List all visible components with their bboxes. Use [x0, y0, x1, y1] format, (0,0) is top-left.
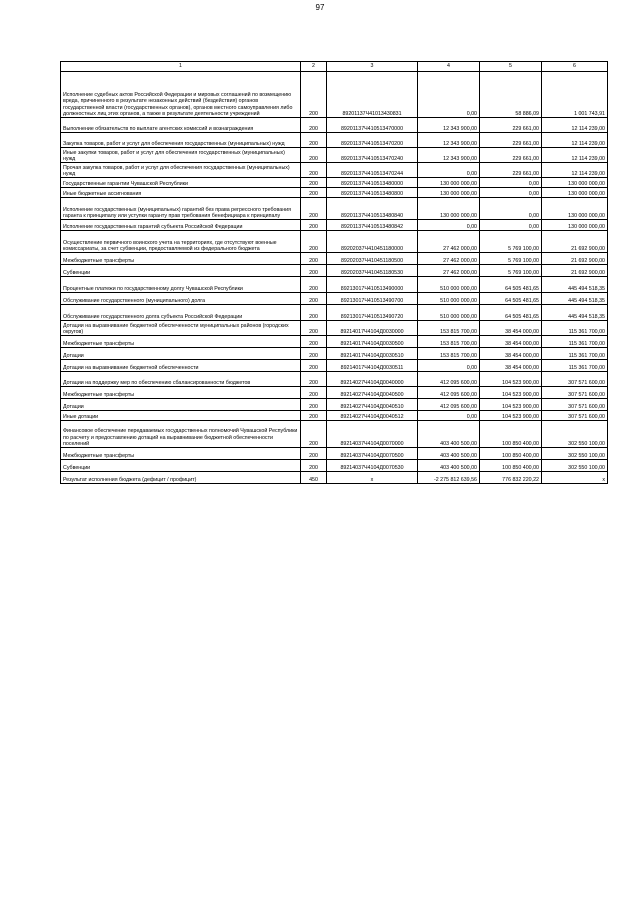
row-executed-cell: 104 523 900,00 — [480, 399, 542, 411]
table-row — [61, 148, 608, 163]
row-executed-cell: 229 661,00 — [480, 118, 542, 133]
row-classification-cell: 89201137Ч410513470000 — [327, 118, 418, 133]
row-approved-cell: 510 000 000,00 — [418, 277, 480, 293]
table-row — [61, 360, 608, 372]
row-code-cell: 200 — [301, 253, 327, 265]
table-row — [61, 348, 608, 360]
row-executed-cell: 5 769 100,00 — [480, 231, 542, 253]
table-row — [61, 253, 608, 265]
row-code-cell: 200 — [301, 321, 327, 336]
row-executed-cell: 38 454 000,00 — [480, 336, 542, 348]
table-row — [61, 387, 608, 399]
table-row — [61, 321, 608, 336]
row-code-cell: 200 — [301, 163, 327, 178]
row-executed-cell: 229 661,00 — [480, 133, 542, 148]
row-approved-cell: 510 000 000,00 — [418, 305, 480, 321]
row-code-cell: 450 — [301, 472, 327, 484]
row-remaining-cell: 307 571 600,00 — [542, 387, 608, 399]
row-remaining-cell: 21 692 900,00 — [542, 253, 608, 265]
row-code-cell: 200 — [301, 148, 327, 163]
row-remaining-cell: 302 550 100,00 — [542, 460, 608, 472]
row-remaining-cell: 12 114 239,00 — [542, 118, 608, 133]
row-remaining-cell: 445 494 518,35 — [542, 277, 608, 293]
row-name-cell: Осуществление первичного воинского учета на территориях, где отсутствуют военные комиссариаты, за счет субвенции, предоставляемой из федерального бюджета — [61, 231, 301, 253]
row-approved-cell: 0,00 — [418, 360, 480, 372]
row-code-cell: 200 — [301, 231, 327, 253]
row-name-cell: Результат исполнения бюджета (дефицит / профицит) — [61, 472, 301, 484]
table-row — [61, 472, 608, 484]
row-code-cell: 200 — [301, 293, 327, 305]
row-approved-cell: -2 275 812 639,56 — [418, 472, 480, 484]
row-name-cell: Дотации — [61, 348, 301, 360]
row-classification-cell: 89214037Ч4104Д0070530 — [327, 460, 418, 472]
header-col-5: 5 — [480, 62, 542, 72]
row-classification-cell: 89201137Ч410513480840 — [327, 198, 418, 220]
row-classification-cell: 89214027Ч4104Д0040500 — [327, 387, 418, 399]
row-name-cell: Финансовое обеспечение передаваемых государственных полномочий Чувашской Республики по расчету и предоставлению дотаций на выравнивание бюджетной обеспеченности поселений — [61, 421, 301, 448]
row-name-cell: Дотации — [61, 399, 301, 411]
row-code-cell: 200 — [301, 421, 327, 448]
row-approved-cell: 27 462 000,00 — [418, 231, 480, 253]
row-name-cell: Иные закупки товаров, работ и услуг для обеспечения государственных (муниципальных) нужд — [61, 148, 301, 163]
header-col-3: 3 — [327, 62, 418, 72]
row-approved-cell: 412 095 600,00 — [418, 387, 480, 399]
row-classification-cell: 89214027Ч4104Д0040000 — [327, 372, 418, 387]
row-code-cell: 200 — [301, 178, 327, 188]
table-row — [61, 118, 608, 133]
row-remaining-cell: 307 571 600,00 — [542, 372, 608, 387]
table-row — [61, 336, 608, 348]
table-row — [61, 188, 608, 198]
row-remaining-cell: 21 692 900,00 — [542, 265, 608, 277]
row-code-cell: 200 — [301, 348, 327, 360]
row-code-cell: 200 — [301, 387, 327, 399]
header-col-4: 4 — [418, 62, 480, 72]
table-row — [61, 460, 608, 472]
row-code-cell: 200 — [301, 72, 327, 118]
row-approved-cell: 403 400 500,00 — [418, 448, 480, 460]
row-classification-cell: 89201137Ч410513470240 — [327, 148, 418, 163]
row-name-cell: Межбюджетные трансферты — [61, 387, 301, 399]
table-row — [61, 372, 608, 387]
row-executed-cell: 229 661,00 — [480, 163, 542, 178]
row-classification-cell: 89201137Ч410513480000 — [327, 178, 418, 188]
row-code-cell: 200 — [301, 265, 327, 277]
row-classification-cell: 89202037Ч410451180530 — [327, 265, 418, 277]
row-remaining-cell: 21 692 900,00 — [542, 231, 608, 253]
row-classification-cell: 89202037Ч410451180000 — [327, 231, 418, 253]
row-name-cell: Обслуживание государственного (муниципального) долга — [61, 293, 301, 305]
row-approved-cell: 130 000 000,00 — [418, 188, 480, 198]
row-classification-cell: 89213017Ч410513490720 — [327, 305, 418, 321]
row-classification-cell: 89214017Ч4104Д0030500 — [327, 336, 418, 348]
row-executed-cell: 0,00 — [480, 198, 542, 220]
row-remaining-cell: 130 000 000,00 — [542, 188, 608, 198]
row-name-cell: Субвенции — [61, 265, 301, 277]
row-code-cell: 200 — [301, 118, 327, 133]
row-remaining-cell: 12 114 239,00 — [542, 148, 608, 163]
row-remaining-cell: 1 001 743,91 — [542, 72, 608, 118]
row-classification-cell: 89201137Ч410513480842 — [327, 220, 418, 231]
row-classification-cell: 89202037Ч410451180500 — [327, 253, 418, 265]
header-col-6: 6 — [542, 62, 608, 72]
row-name-cell: Выполнение обязательств по выплате агентских комиссий и вознаграждения — [61, 118, 301, 133]
row-code-cell: 200 — [301, 460, 327, 472]
row-code-cell: 200 — [301, 277, 327, 293]
row-remaining-cell: 445 494 518,35 — [542, 305, 608, 321]
row-remaining-cell: 115 361 700,00 — [542, 321, 608, 336]
row-code-cell: 200 — [301, 448, 327, 460]
row-executed-cell: 0,00 — [480, 220, 542, 231]
row-classification-cell: 89214017Ч4104Д0030510 — [327, 348, 418, 360]
row-name-cell: Обслуживание государственного долга субъекта Российской Федерации — [61, 305, 301, 321]
row-name-cell: Дотации на выравнивание бюджетной обеспеченности — [61, 360, 301, 372]
row-approved-cell: 0,00 — [418, 72, 480, 118]
row-executed-cell: 0,00 — [480, 188, 542, 198]
row-executed-cell: 38 454 000,00 — [480, 348, 542, 360]
row-remaining-cell: 130 000 000,00 — [542, 178, 608, 188]
row-name-cell: Межбюджетные трансферты — [61, 448, 301, 460]
table-row — [61, 277, 608, 293]
row-executed-cell: 5 769 100,00 — [480, 253, 542, 265]
table-body — [61, 72, 608, 484]
row-code-cell: 200 — [301, 336, 327, 348]
row-executed-cell: 64 505 481,65 — [480, 293, 542, 305]
row-executed-cell: 5 769 100,00 — [480, 265, 542, 277]
row-executed-cell: 104 523 900,00 — [480, 387, 542, 399]
row-executed-cell: 100 850 400,00 — [480, 448, 542, 460]
row-name-cell: Межбюджетные трансферты — [61, 336, 301, 348]
row-classification-cell: 89214037Ч4104Д0070500 — [327, 448, 418, 460]
table-row — [61, 133, 608, 148]
row-classification-cell: 89214017Ч4104Д0030000 — [327, 321, 418, 336]
row-name-cell: Закупка товаров, работ и услуг для обеспечения государственных (муниципальных) нужд — [61, 133, 301, 148]
table-row — [61, 265, 608, 277]
table-header-row — [61, 62, 608, 72]
row-name-cell: Иные бюджетные ассигнования — [61, 188, 301, 198]
row-executed-cell: 776 832 220,22 — [480, 472, 542, 484]
row-code-cell: 200 — [301, 372, 327, 387]
table-row — [61, 421, 608, 448]
row-approved-cell: 153 815 700,00 — [418, 321, 480, 336]
row-name-cell: Процентные платежи по государственному долгу Чувашской Республики — [61, 277, 301, 293]
row-approved-cell: 130 000 000,00 — [418, 178, 480, 188]
row-remaining-cell: 115 361 700,00 — [542, 348, 608, 360]
row-remaining-cell: 12 114 239,00 — [542, 163, 608, 178]
row-executed-cell: 64 505 481,65 — [480, 305, 542, 321]
table-row — [61, 231, 608, 253]
row-executed-cell: 104 523 900,00 — [480, 372, 542, 387]
row-approved-cell: 27 462 000,00 — [418, 253, 480, 265]
row-name-cell: Государственные гарантии Чувашской Республики — [61, 178, 301, 188]
row-approved-cell: 27 462 000,00 — [418, 265, 480, 277]
row-classification-cell: 89201137Ч41013430831 — [327, 72, 418, 118]
row-approved-cell: 153 815 700,00 — [418, 336, 480, 348]
row-classification-cell: 89201137Ч410513480800 — [327, 188, 418, 198]
table-row — [61, 411, 608, 421]
row-classification-cell: 89213017Ч410513490000 — [327, 277, 418, 293]
row-approved-cell: 12 343 900,00 — [418, 148, 480, 163]
row-approved-cell: 130 000 000,00 — [418, 198, 480, 220]
row-name-cell: Исполнение судебных актов Российской Федерации и мировых соглашений по возмещению вреда, причиненного в результате незаконных действий (бездействия) органов государственной власти (государственных органов), органов местного самоуправления либо должностных лиц этих органов, а также в результате деятельности учреждений — [61, 72, 301, 118]
row-remaining-cell: 130 000 000,00 — [542, 220, 608, 231]
row-executed-cell: 104 523 900,00 — [480, 411, 542, 421]
table-row — [61, 220, 608, 231]
table-row — [61, 293, 608, 305]
table-row — [61, 399, 608, 411]
row-executed-cell: 64 505 481,65 — [480, 277, 542, 293]
row-classification-cell: 89213017Ч410513490700 — [327, 293, 418, 305]
table-row — [61, 163, 608, 178]
row-approved-cell: 12 343 900,00 — [418, 118, 480, 133]
row-remaining-cell: 307 571 600,00 — [542, 399, 608, 411]
row-name-cell: Иные дотации — [61, 411, 301, 421]
row-code-cell: 200 — [301, 220, 327, 231]
row-classification-cell: x — [327, 472, 418, 484]
row-remaining-cell: 302 550 100,00 — [542, 448, 608, 460]
row-classification-cell: 89214027Ч4104Д0040510 — [327, 399, 418, 411]
row-executed-cell: 58 886,09 — [480, 72, 542, 118]
row-classification-cell: 89201137Ч410513470200 — [327, 133, 418, 148]
row-remaining-cell: 307 571 600,00 — [542, 411, 608, 421]
row-name-cell: Межбюджетные трансферты — [61, 253, 301, 265]
page-number: 97 — [315, 3, 325, 12]
row-approved-cell: 0,00 — [418, 411, 480, 421]
row-code-cell: 200 — [301, 188, 327, 198]
row-remaining-cell: 115 361 700,00 — [542, 336, 608, 348]
row-remaining-cell: 302 550 100,00 — [542, 421, 608, 448]
row-code-cell: 200 — [301, 305, 327, 321]
header-col-1: 1 — [61, 62, 301, 72]
row-name-cell: Исполнение государственных (муниципальных) гарантий без права регрессного требования гаранта к принципалу или уступки гаранту прав требования бенефициара к принципалу — [61, 198, 301, 220]
row-remaining-cell: x — [542, 472, 608, 484]
row-classification-cell: 89201137Ч410513470244 — [327, 163, 418, 178]
row-remaining-cell: 445 494 518,35 — [542, 293, 608, 305]
row-name-cell: Дотации на выравнивание бюджетной обеспеченности муниципальных районов (городских округов) — [61, 321, 301, 336]
table-row — [61, 72, 608, 118]
row-executed-cell: 100 850 400,00 — [480, 460, 542, 472]
row-name-cell: Субвенции — [61, 460, 301, 472]
row-code-cell: 200 — [301, 360, 327, 372]
row-approved-cell: 403 400 500,00 — [418, 421, 480, 448]
row-classification-cell: 89214027Ч4104Д0040512 — [327, 411, 418, 421]
row-executed-cell: 0,00 — [480, 178, 542, 188]
row-code-cell: 200 — [301, 399, 327, 411]
row-remaining-cell: 130 000 000,00 — [542, 198, 608, 220]
header-col-2: 2 — [301, 62, 327, 72]
row-executed-cell: 229 661,00 — [480, 148, 542, 163]
table-row — [61, 198, 608, 220]
row-code-cell: 200 — [301, 411, 327, 421]
row-approved-cell: 12 343 900,00 — [418, 133, 480, 148]
row-classification-cell: 89214037Ч4104Д0070000 — [327, 421, 418, 448]
row-code-cell: 200 — [301, 198, 327, 220]
row-executed-cell: 38 454 000,00 — [480, 360, 542, 372]
table-row — [61, 448, 608, 460]
row-executed-cell: 100 850 400,00 — [480, 421, 542, 448]
row-approved-cell: 412 095 600,00 — [418, 372, 480, 387]
row-name-cell: Дотации на поддержку мер по обеспечению сбалансированности бюджетов — [61, 372, 301, 387]
row-approved-cell: 403 400 500,00 — [418, 460, 480, 472]
row-name-cell: Исполнение государственных гарантий субъекта Российской Федерации — [61, 220, 301, 231]
row-executed-cell: 38 454 000,00 — [480, 321, 542, 336]
row-code-cell: 200 — [301, 133, 327, 148]
row-approved-cell: 0,00 — [418, 163, 480, 178]
row-classification-cell: 89214017Ч4104Д0030511 — [327, 360, 418, 372]
row-remaining-cell: 115 361 700,00 — [542, 360, 608, 372]
row-name-cell: Прочая закупка товаров, работ и услуг для обеспечения государственных (муниципальных) нужд — [61, 163, 301, 178]
row-remaining-cell: 12 114 239,00 — [542, 133, 608, 148]
budget-execution-table — [60, 61, 608, 484]
row-approved-cell: 0,00 — [418, 220, 480, 231]
table-row — [61, 178, 608, 188]
table-row — [61, 305, 608, 321]
row-approved-cell: 153 815 700,00 — [418, 348, 480, 360]
row-approved-cell: 510 000 000,00 — [418, 293, 480, 305]
row-approved-cell: 412 095 600,00 — [418, 399, 480, 411]
